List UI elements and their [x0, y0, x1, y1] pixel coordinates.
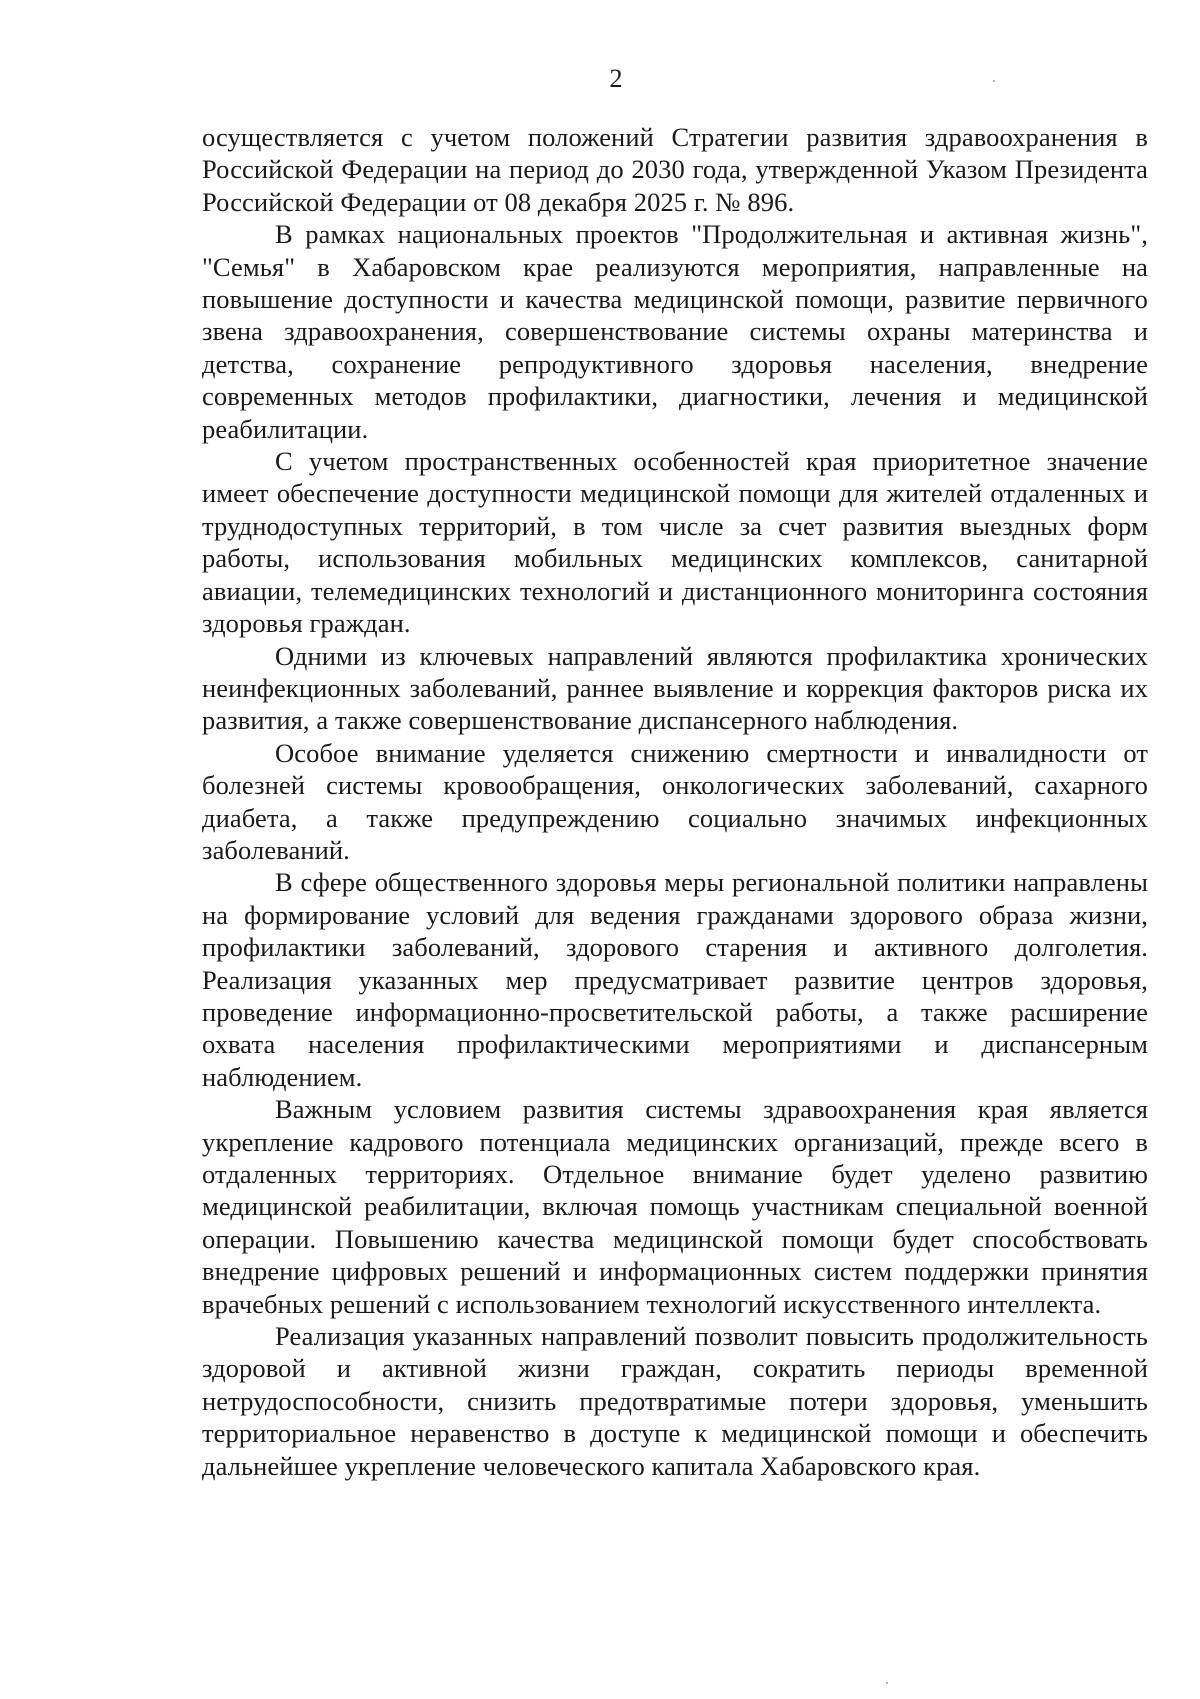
- paragraph-public-health: В сфере общественного здоровья меры региональной политики направлены на формирование условий для ведения гражданами здорового образа жизни, профилактики заболеваний, здорового старения и активного долголетия. Реализация указанных мер предусматривает развитие центров здоровья, проведение информационно-просветительской работы, а также расширение охвата населения профилактическими мероприятиями и диспансерным наблюдением.: [202, 867, 1148, 1092]
- document-body: [202, 121, 1148, 1482]
- scan-artifact: [993, 80, 995, 82]
- paragraph-continuation: осуществляется с учетом положений Стратегии развития здравоохранения в Российской Федерации на период до 2030 года, утвержденной Указом Президента Российской Федерации от 08 декабря 2025 г. № 896.: [202, 122, 1148, 217]
- paragraph-personnel: Важным условием развития системы здравоохранения края является укрепление кадрового потенциала медицинских организаций, прежде всего в отдаленных территориях. Отдельное внимание будет уделено развитию медицинской реабилитации, включая помощь участникам специальной военной операции. Повышению качества медицинской помощи будет способствовать внедрение цифровых решений и информационных систем поддержки принятия врачебных решений с использованием технологий искусственного интеллекта.: [202, 1094, 1148, 1319]
- paragraph-remote-territories: С учетом пространственных особенностей края приоритетное значение имеет обеспечение доступности медицинской помощи для жителей отдаленных и труднодоступных территорий, в том числе за счет развития выездных форм работы, использования мобильных медицинских комплексов, санитарной авиации, телемедицинских технологий и дистанционного мониторинга состояния здоровья граждан.: [202, 446, 1148, 639]
- paragraph-prevention: Одними из ключевых направлений являются профилактика хронических неинфекционных заболеваний, раннее выявление и коррекция факторов риска их развития, а также совершенствование диспансерного наблюдения.: [202, 640, 1148, 736]
- page-number: 2: [609, 64, 623, 93]
- paragraph-national-projects: В рамках национальных проектов "Продолжительная и активная жизнь", "Семья" в Хабаровском крае реализуются мероприятия, направленные на повышение доступности и качества медицинской помощи, развитие первичного звена здравоохранения, совершенствование системы охраны материнства и детства, сохранение репродуктивного здоровья населения, внедрение современных методов профилактики, диагностики, лечения и медицинской реабилитации.: [202, 219, 1148, 444]
- paragraph-mortality: Особое внимание уделяется снижению смертности и инвалидности от болезней системы кровообращения, онкологических заболеваний, сахарного диабета, а также предупреждению социально значимых инфекционных заболеваний.: [202, 737, 1148, 865]
- scan-artifact: [886, 1682, 888, 1684]
- paragraph-outcomes: Реализация указанных направлений позволит повысить продолжительность здоровой и активной жизни граждан, сократить периоды временной нетрудоспособности, снизить предотвратимые потери здоровья, уменьшить территориальное неравенство в доступе к медицинской помощи и обеспечить дальнейшее укрепление человеческого капитала Хабаровского края.: [202, 1321, 1148, 1481]
